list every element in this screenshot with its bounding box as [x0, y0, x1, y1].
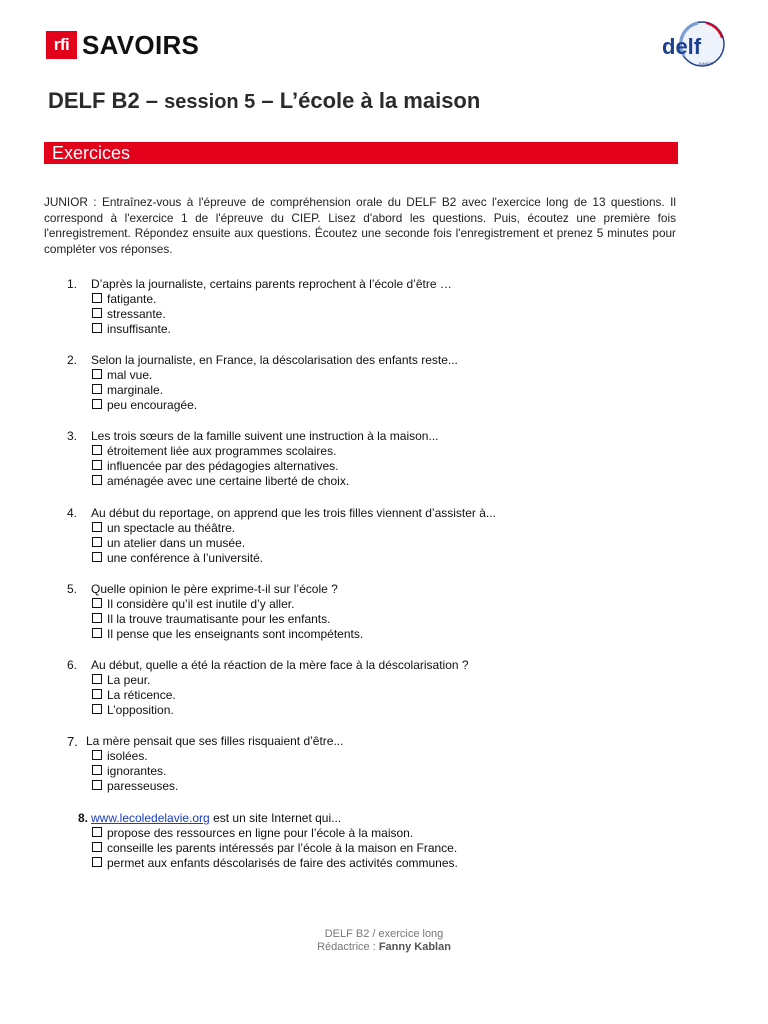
answer-option[interactable] [92, 521, 235, 536]
option-label: un spectacle au théâtre. [107, 521, 236, 535]
section-header [44, 142, 678, 164]
delf-logo-sub: JUNIOR [698, 61, 713, 66]
checkbox[interactable] [92, 369, 102, 379]
question-text [91, 811, 341, 826]
checkbox[interactable] [92, 704, 102, 714]
option-label: L’opposition. [107, 703, 174, 717]
brand-name[interactable]: SAVOIRS [82, 30, 200, 60]
answer-option[interactable] [92, 383, 163, 398]
option-label: conseille les parents intéressés par l’école à la maison en France. [107, 841, 458, 855]
checkbox[interactable] [92, 780, 102, 790]
page-footer [0, 928, 768, 954]
option-label: Il pense que les enseignants sont incompétents. [107, 627, 364, 641]
section-title: Exercices [52, 143, 131, 163]
checkbox[interactable] [92, 674, 102, 684]
checkbox[interactable] [92, 750, 102, 760]
option-label: étroitement liée aux programmes scolaires. [107, 444, 337, 458]
option-label: aménagée avec une certaine liberté de choix. [107, 474, 350, 488]
footer-author-name: Fanny Kablan [378, 941, 451, 953]
question-text: Selon la journaliste, en France, la déscolarisation des enfants reste... [91, 353, 458, 367]
question-text: Au début du reportage, on apprend que les trois filles viennent d’assister à... [91, 506, 496, 520]
checkbox[interactable] [92, 475, 102, 485]
answer-option[interactable] [92, 841, 457, 856]
option-label: un atelier dans un musée. [107, 536, 246, 550]
option-label: Il la trouve traumatisante pour les enfants. [107, 612, 331, 626]
answer-option[interactable] [92, 368, 152, 383]
question-text: Au début, quelle a été la réaction de la mère face à la déscolarisation ? [91, 658, 469, 672]
option-label: marginale. [107, 383, 164, 397]
option-label: propose des ressources en ligne pour l’école à la maison. [107, 826, 414, 840]
checkbox[interactable] [92, 323, 102, 333]
checkbox[interactable] [92, 384, 102, 394]
option-label: influencée par des pédagogies alternatives. [107, 459, 339, 473]
answer-option[interactable] [92, 444, 336, 459]
answer-option[interactable] [92, 292, 156, 307]
checkbox[interactable] [92, 460, 102, 470]
checkbox[interactable] [92, 522, 102, 532]
delf-logo [652, 18, 736, 70]
option-label: fatigante. [107, 292, 157, 306]
question-number: 8. [78, 811, 89, 825]
instructions-paragraph: JUNIOR : Entraînez-vous à l'épreuve de compréhension orale du DELF B2 avec l'exercice long de 13 questions. Il correspond à l'exercice 1 de l'épreuve du CIEP. Lisez d'abord les questions. Puis, écoutez une première fois l'enregistrement. Répondez ensuite aux questions. Écoutez une seconde fois l'enregistrement et prenez 5 minutes pour compléter vos réponses. [44, 195, 676, 256]
question-number: 5. [67, 582, 78, 596]
question-number: 3. [67, 429, 78, 443]
answer-option[interactable] [92, 307, 166, 322]
title-part-3: – L’école à la maison [255, 88, 481, 113]
question-text: Les trois sœurs de la famille suivent une instruction à la maison... [91, 429, 439, 443]
answer-option[interactable] [92, 673, 150, 688]
checkbox[interactable] [92, 537, 102, 547]
option-label: La réticence. [107, 688, 176, 702]
checkbox[interactable] [92, 613, 102, 623]
answer-option[interactable] [92, 597, 294, 612]
delf-logo-text: delf [662, 34, 702, 59]
answer-option[interactable] [92, 398, 197, 413]
option-label: peu encouragée. [107, 398, 198, 412]
checkbox[interactable] [92, 552, 102, 562]
checkbox[interactable] [92, 293, 102, 303]
question-number: 1. [67, 277, 78, 291]
option-label: isolées. [107, 749, 148, 763]
answer-option[interactable] [92, 612, 330, 627]
answer-option[interactable] [92, 703, 174, 718]
page-title [48, 86, 480, 117]
option-label: Il considère qu’il est inutile d’y aller. [107, 597, 295, 611]
footer-course: DELF B2 / exercice long [324, 928, 444, 940]
website-link[interactable]: www.lecoledelavie.org [91, 811, 210, 825]
checkbox[interactable] [92, 308, 102, 318]
option-label: ignorantes. [107, 764, 167, 778]
option-label: permet aux enfants déscolarisés de faire des activités communes. [107, 856, 458, 870]
option-label: insuffisante. [107, 322, 171, 336]
title-part-2: session 5 [164, 91, 256, 113]
answer-option[interactable] [92, 688, 176, 703]
checkbox[interactable] [92, 598, 102, 608]
question-number: 4. [67, 506, 78, 520]
answer-option[interactable] [92, 459, 339, 474]
answer-option[interactable] [92, 764, 166, 779]
answer-option[interactable] [92, 749, 148, 764]
checkbox[interactable] [92, 827, 102, 837]
option-label: La peur. [107, 673, 151, 687]
checkbox[interactable] [92, 857, 102, 867]
option-label: une conférence à l’université. [107, 551, 264, 565]
option-label: paresseuses. [107, 779, 179, 793]
checkbox[interactable] [92, 842, 102, 852]
question-number: 7. [67, 734, 78, 749]
checkbox[interactable] [92, 628, 102, 638]
checkbox[interactable] [92, 445, 102, 455]
answer-option[interactable] [92, 779, 178, 794]
answer-option[interactable] [92, 322, 171, 337]
rfi-logo[interactable]: rfi [46, 31, 77, 59]
answer-option[interactable] [92, 856, 458, 871]
answer-option[interactable] [92, 536, 245, 551]
option-label: stressante. [107, 307, 166, 321]
question-text: La mère pensait que ses filles risquaient d’être... [86, 734, 344, 748]
footer-author-label: Rédactrice : [317, 941, 379, 953]
answer-option[interactable] [92, 551, 263, 566]
title-part-1: DELF B2 – [48, 88, 165, 113]
page-header [46, 28, 726, 64]
question-text: Quelle opinion le père exprime-t-il sur l’école ? [91, 582, 338, 596]
answer-option[interactable] [92, 474, 349, 489]
question-text-rest: est un site Internet qui... [209, 811, 342, 825]
option-label: mal vue. [107, 368, 153, 382]
checkbox[interactable] [92, 689, 102, 699]
question-number: 2. [67, 353, 78, 367]
checkbox[interactable] [92, 399, 102, 409]
answer-option[interactable] [92, 826, 413, 841]
checkbox[interactable] [92, 765, 102, 775]
question-number: 6. [67, 658, 78, 672]
footer-author [0, 941, 768, 954]
answer-option[interactable] [92, 627, 363, 642]
question-text: D’après la journaliste, certains parents reprochent à l’école d’être … [91, 277, 452, 291]
